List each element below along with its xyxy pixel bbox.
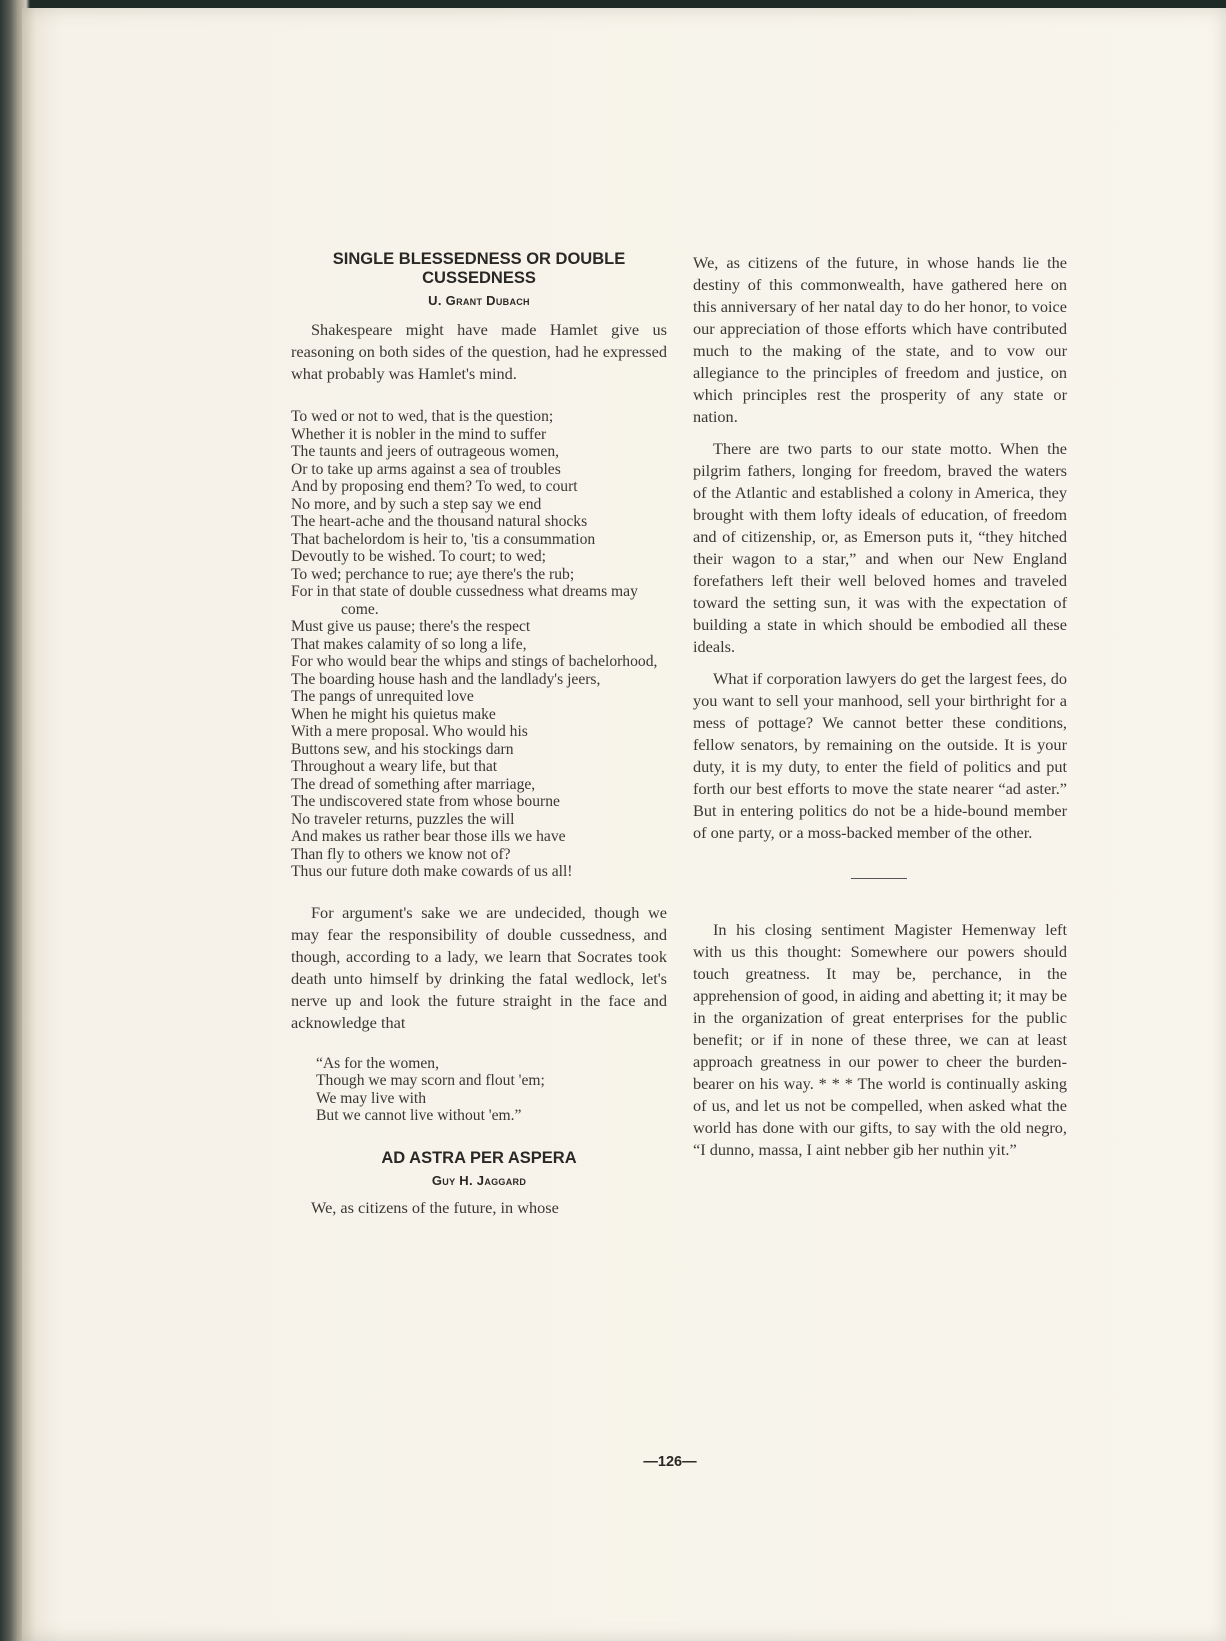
verse-line: Or to take up arms against a sea of troubles	[291, 460, 561, 478]
verse-line: And makes us rather bear those ills we have	[291, 828, 566, 845]
verse-line: To wed; perchance to rue; aye there's the rub;	[291, 565, 575, 583]
verse-line: That makes calamity of so long a life,	[291, 635, 527, 653]
verse-line: To wed or not to wed, that is the question;	[291, 408, 554, 425]
verse-line: Must give us pause; there's the respect	[291, 618, 531, 635]
quote-line: We may live with	[316, 1089, 427, 1107]
verse-line: Throughout a weary life, but that	[291, 758, 498, 775]
article-title-ad-astra: AD ASTRA PER ASPERA	[381, 1148, 577, 1167]
verse-line: Than fly to others we know not of?	[291, 845, 511, 863]
ad-astra-paragraph-1: We, as citizens of the future, in whose hands lie the destiny of this commonwealth, have gathered here on this anniversary of her natal day to do her honor, to voice our appreciation of those efforts which have contributed much to the making of the state, and to vow our allegiance to the principles of freedom and justice, on which principles rest the prosperity of any state or nation.	[693, 253, 1067, 426]
quote-line: “As for the women,	[316, 1054, 439, 1072]
verse-line: Buttons sew, and his stockings darn	[291, 740, 514, 758]
verse-line: The pangs of unrequited love	[291, 688, 474, 705]
verse-line: No traveler returns, puzzles the will	[291, 810, 515, 828]
article-title-single-blessedness: SINGLE BLESSEDNESS OR DOUBLE CUSSEDNESS	[332, 250, 626, 287]
verse-line: With a mere proposal. Who would his	[291, 723, 528, 740]
closing-paragraph: For argument's sake we are undecided, though we may fear the responsibility of double cussedness, and though, according to a lady, we learn that Socrates took death unto himself by drinking the fatal wedlock, let's nerve up and look the future straight in the face and acknowledge that	[291, 902, 667, 1032]
verse-line: Devoutly to be wished. To court; to wed;	[291, 548, 547, 565]
verse-line: The taunts and jeers of outrageous women,	[291, 443, 560, 460]
ad-astra-opening-line: We, as citizens of the future, in whose	[311, 1197, 559, 1217]
verse-line: Whether it is nobler in the mind to suffer	[291, 425, 547, 443]
quote-line: But we cannot live without 'em.”	[316, 1107, 522, 1124]
verse-line: For who would bear the whips and stings of bachelorhood,	[291, 653, 658, 670]
verse-line: The dread of something after marriage,	[291, 775, 536, 793]
verse-line: The undiscovered state from whose bourne	[291, 793, 560, 810]
quote-line: Though we may scorn and flout 'em;	[316, 1072, 545, 1089]
women-quote	[316, 1055, 667, 1125]
intro-paragraph: Shakespeare might have made Hamlet give us reasoning on both sides of the question, had he expressed what probably was Hamlet's mind.	[291, 320, 667, 383]
verse-line: The heart-ache and the thousand natural shocks	[291, 513, 588, 530]
closing-sentiment-paragraph: In his closing sentiment Magister Hemenway left with us this thought: Somewhere our powers should touch greatness. It may be, perchance, in the apprehension of good, in aiding and abetting it; it may be in the organization of great enterprises for the public benefit; or if in none of these three, we can at least approach greatness in our power to cheer the burden-bearer on his way. * * * The world is continually asking of us, and let us not be compelled, when asked what the world has done with our gifts, to say with the old negro, “I dunno, massa, I aint nebber gib her nuthin yit.”	[693, 920, 1067, 1159]
section-divider	[851, 878, 907, 879]
article-author-jaggard: Guy H. Jaggard	[431, 1172, 527, 1188]
hamlet-parody-verse	[291, 408, 667, 881]
left-column	[291, 250, 667, 1219]
verse-line: That bachelordom is heir to, 'tis a consummation	[291, 530, 596, 548]
verse-line: No more, and by such a step say we end	[291, 495, 542, 513]
verse-line: The boarding house hash and the landlady's jeers,	[291, 670, 601, 688]
verse-line: Thus our future doth make cowards of us all!	[291, 863, 573, 880]
ad-astra-paragraph-2: There are two parts to our state motto. When the pilgrim fathers, longing for freedom, braved the waters of the Atlantic and established a colony in America, they brought with them lofty ideals of education, of freedom and of citizenship, or, as Emerson puts it, “they hitched their wagon to a star,” and when our New England forefathers left their well beloved homes and traveled toward the setting sun, it was with the expectation of building a state in which should be embodied all these ideals.	[693, 439, 1067, 656]
article-author-dubach: U. Grant Dubach	[428, 293, 530, 308]
verse-line: And by proposing end them? To wed, to court	[291, 478, 578, 495]
verse-line: When he might his quietus make	[291, 705, 496, 723]
right-column	[693, 252, 1067, 1161]
verse-line: For in that state of double cussedness what dreams may come.	[291, 583, 638, 618]
ad-astra-paragraph-3: What if corporation lawyers do get the largest fees, do you want to sell your manhood, sell your birthright for a mess of pottage? We cannot better these conditions, fellow senators, by remaining on the outside. It is your duty, it is my duty, to enter the field of politics and put forth our best efforts to move the state nearer “ad aster.” But in entering politics do not be a hide-bound member of one party, or a moss-backed member of the other.	[693, 669, 1067, 842]
page-number: —126—	[643, 1454, 697, 1470]
